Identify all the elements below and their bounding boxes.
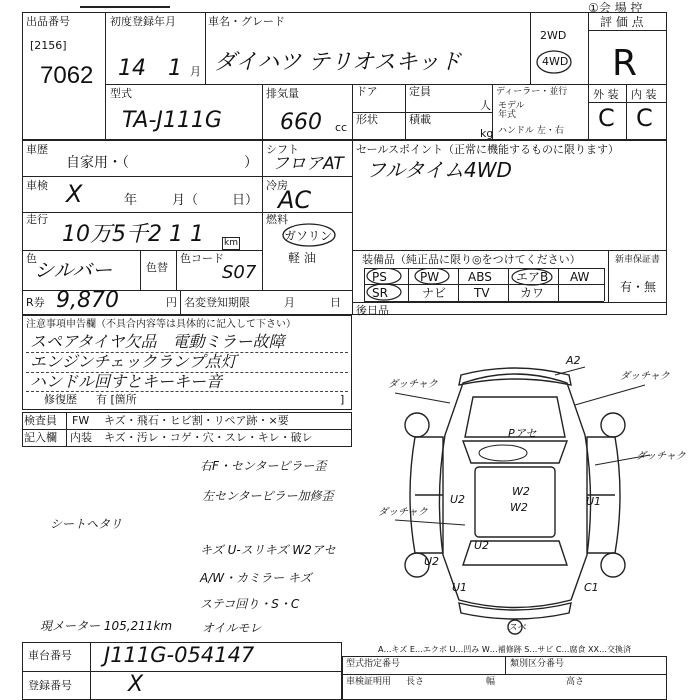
first-reg-label: 初度登録年月 [110, 15, 176, 28]
aircon-value: AC [278, 186, 312, 214]
equip-sr: SR [372, 286, 388, 300]
color-code-label: 色コード [180, 252, 224, 265]
notes-line1: スペアタイヤ欠品 電動ミラー故障 [30, 332, 285, 351]
diag-c1: C1 [584, 581, 599, 594]
color-replace-label: 色替 [146, 261, 168, 274]
history-label: 車歴 [26, 143, 48, 156]
diag-u2-b: U2 [474, 539, 490, 552]
diag-dent-4: ダッチャク [378, 507, 428, 518]
sales-point-value: フルタイム4WD [366, 158, 512, 182]
capacity-label: 定員 [409, 85, 431, 98]
comment-6: ステコ回り・S・C [200, 597, 300, 611]
displacement-value: 660 [280, 110, 322, 135]
color-value: シルバー [34, 258, 113, 282]
diag-w2-a: W2 [512, 485, 530, 498]
width-label: 幅 [486, 677, 496, 687]
recycle-unit: 円 [166, 296, 177, 309]
venue-label: ①会 場 控 [588, 1, 643, 15]
inspection-month-unit: 月（ [172, 193, 199, 208]
equip-navi: ナビ [422, 286, 447, 300]
color-label: 色 [26, 252, 37, 265]
two-wd-label: 2WD [540, 29, 567, 42]
fuel-diesel: 軽 油 [288, 251, 316, 265]
entry-items: キズ・汚レ・コゲ・穴・スレ・キレ・破レ [104, 431, 313, 444]
reg-month: 1 [168, 56, 182, 81]
shift-label: シフト [266, 143, 299, 156]
int-value: C [636, 104, 653, 132]
repair-bracket: 有 [箇所 [96, 393, 137, 406]
four-wd-label: 4WD [542, 55, 569, 68]
shape-label: 形状 [356, 113, 378, 126]
fuel-label: 燃料 [266, 213, 288, 226]
reg-year: 14 [118, 56, 146, 81]
equip-leather: カワ [520, 286, 545, 300]
repair-label: 修復歴 [44, 393, 77, 406]
inspection-label: 車検 [26, 179, 48, 192]
aircon-label: 冷房 [266, 179, 288, 192]
shift-value: フロアAT [272, 154, 344, 174]
inspector-label: 検査員 [24, 414, 57, 427]
four-wd-circle-icon [534, 48, 574, 76]
score-label: 評 価 点 [600, 15, 644, 29]
inspection-day-unit: 日） [232, 193, 259, 208]
equipment-grid [364, 268, 608, 302]
comment-3: シートヘタリ [50, 517, 123, 531]
equip-pw: PW [420, 270, 440, 284]
dealer-label: ディーラー・並行 [496, 87, 568, 97]
sales-point-label: セールスポイント（正常に機能するものに限ります） [356, 143, 620, 156]
diag-spare: スペ [508, 623, 527, 633]
color-code-value: S07 [222, 262, 257, 283]
diag-dent-1: ダッチャク [388, 379, 438, 390]
displacement-label: 排気量 [266, 87, 299, 100]
odometer-note: 現メーター 105,211km [40, 619, 173, 633]
type-designation-label: 型式指定番号 [346, 659, 401, 669]
reg-number-value: X [128, 672, 144, 697]
diag-p-ase: Pアセ [508, 427, 537, 440]
load-unit: kg [480, 127, 494, 140]
diag-a2: A2 [566, 354, 581, 367]
chassis-label: 車台番号 [28, 649, 72, 662]
equipment-circles [364, 268, 604, 302]
equip-tv: TV [474, 286, 490, 300]
doors-label: ドア [356, 85, 378, 98]
vehicle-cert-label: 車検証明用 [346, 677, 392, 687]
classification-label: 類別区分番号 [510, 659, 565, 669]
notes-line3: ハンドル回すとキーキー音 [30, 372, 223, 391]
diag-u2-a: U2 [450, 493, 466, 506]
recycle-label: R券 [26, 296, 45, 309]
equip-abs: ABS [468, 270, 492, 284]
length-label: 長さ [406, 677, 425, 687]
lot-number: 7062 [40, 62, 94, 89]
warranty-label: 新車保証書 [615, 255, 661, 265]
name-change-month: 月 [284, 296, 295, 309]
comment-7: オイルモレ [202, 621, 262, 635]
car-name-label: 車名・グレード [208, 15, 285, 28]
comment-1: 右F・センターピラー歪 [200, 459, 327, 473]
repair-close: ] [340, 393, 345, 406]
history-close: ） [244, 155, 258, 171]
car-name-value: ダイハツ テリオスキッド [214, 50, 462, 75]
fuel-gasoline: ガソリン [284, 229, 333, 243]
displacement-unit: cc [335, 121, 348, 134]
name-change-day: 日 [330, 296, 341, 309]
reg-month-unit: 月 [190, 65, 201, 78]
name-change-label: 名変登知期限 [184, 296, 250, 309]
notes-line2: エンジンチェックランプ点灯 [30, 352, 237, 371]
gasoline-circle-icon [280, 218, 338, 248]
notes-label: 注意事項申告欄（不具合内容等は具体的に記入して下さい） [26, 319, 296, 330]
entry-interior: 内装 [70, 431, 92, 444]
mileage-unit: km [224, 238, 238, 248]
diag-u1-b: U1 [452, 581, 468, 594]
comment-4: キズ U-スリキズ W2アセ [200, 543, 336, 557]
diag-u2-c: U2 [424, 555, 440, 568]
entry-label: 記入欄 [24, 431, 57, 444]
chassis-value: J111G-054147 [104, 643, 255, 667]
comment-5: A/W・カミラー キズ [200, 571, 312, 585]
history-value: 自家用・（ [66, 155, 129, 171]
header-rule [80, 6, 170, 8]
diag-dent-3: ダッチャク [636, 451, 686, 462]
mileage-label: 走行 [26, 213, 48, 226]
ext-label: 外 装 [593, 88, 619, 101]
inspection-value: X [66, 180, 83, 208]
lot-label: 出品番号 [26, 15, 70, 28]
model-label: 型式 [110, 87, 132, 100]
ext-value: C [598, 104, 615, 132]
height-label: 高さ [566, 677, 585, 687]
warranty-value: 有・無 [620, 280, 657, 294]
recycle-value: 9,870 [56, 288, 119, 313]
model-value: TA-J111G [122, 108, 222, 133]
capacity-unit: 人 [480, 99, 491, 112]
rear-seat-label: 後日品 [356, 304, 389, 317]
equip-ps: PS [372, 270, 387, 284]
damage-legend: A…キズ E…エクボ U…凹み W…補修跡 S…サビ C…腐食 XX…交換済 [378, 645, 632, 654]
equip-aw: AW [570, 270, 590, 284]
handle-label: ハンドル 左・右 [498, 126, 564, 136]
equipment-label: 装備品（純正品に限り◎をつけてください） [362, 253, 581, 266]
load-label: 積載 [409, 113, 431, 126]
inspector-items: キズ・飛石・ヒビ割・リペア跡・×要 [104, 414, 289, 427]
inspection-year-unit: 年 [124, 193, 138, 208]
diag-dent-2: ダッチャク [620, 371, 670, 382]
equip-airbag: エアB [516, 270, 549, 284]
diag-u1-a: U1 [586, 495, 602, 508]
mileage-value: 10万5千2 1 1 [62, 222, 204, 247]
model-year-label: モデル年式 [498, 101, 525, 120]
diag-w2-b: W2 [510, 501, 528, 514]
inspector-fw: FW [72, 414, 90, 427]
lot-code: [2156] [30, 39, 67, 52]
comment-2: 左センターピラー加修歪 [202, 489, 334, 503]
int-label: 内 装 [631, 88, 657, 101]
reg-number-label: 登録番号 [28, 679, 72, 692]
score-value: R [612, 43, 638, 84]
